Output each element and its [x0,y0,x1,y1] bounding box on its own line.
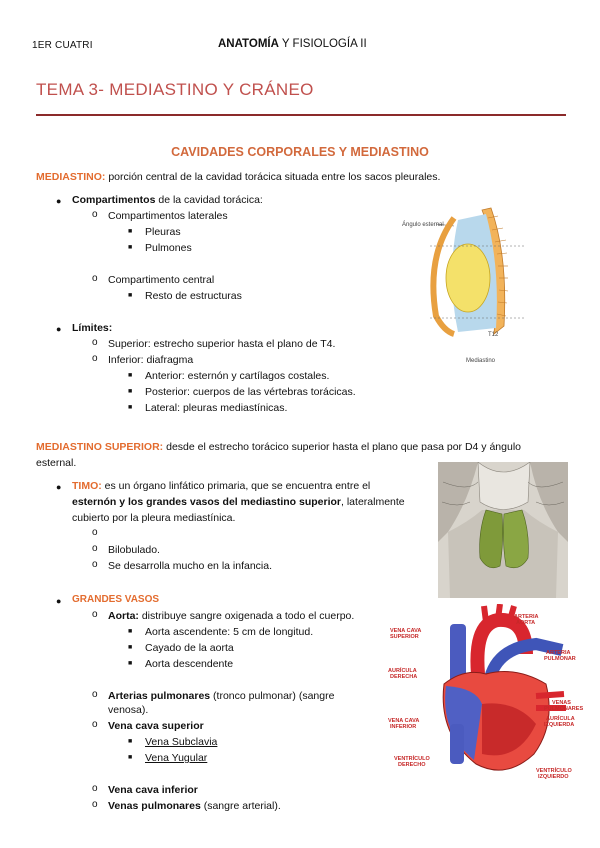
vcs-label-1: VENA CAVA [390,628,422,634]
pulmonar-label-2: PULMONAR [544,656,576,662]
timo-figure [438,462,568,598]
circle-bullet-icon: o [92,543,98,554]
square-bullet-icon: ■ [128,372,133,379]
ventriculo-der-label-2: DERECHO [398,762,426,768]
t12-label: T12 [488,332,499,338]
square-bullet-icon: ■ [128,388,133,395]
square-bullet-icon: ■ [128,738,133,745]
list-item: Posterior: cuerpos de las vértebras torácicas. [145,386,356,398]
list-item: Se desarrolla mucho en la infancia. [108,560,273,572]
venas-pulm-label-1: VENAS [552,700,571,706]
aorta-label-1: ARTERIA [514,614,539,620]
mediastino-figure [396,196,556,366]
list-item: Lateral: pleuras mediastínicas. [145,402,288,414]
venas-pulm-label-2: PULMONARES [544,706,584,712]
arterias-item-cont: venosa). [108,704,149,716]
bullet-icon: ● [56,482,62,492]
pulmonar-label-1: ARTERIA [546,650,571,656]
circle-bullet-icon: o [92,353,98,364]
tema-title: TEMA 3- MEDIASTINO Y CRÁNEO [36,80,314,99]
list-item: Vena Yugular [145,752,208,764]
inferior-limit: Inferior: diafragma [108,354,194,366]
square-bullet-icon: ■ [128,404,133,411]
vci-label-2: INFERIOR [390,724,417,730]
circle-bullet-icon: o [92,209,98,220]
circle-bullet-icon: o [92,559,98,570]
grandes-vasos-heading: GRANDES VASOS [72,594,160,605]
square-bullet-icon: ■ [128,754,133,761]
list-item: Vena Subclavia [145,736,218,748]
list-item: Aorta descendente [145,658,234,670]
timo-line-a: TIMO: es un órgano linfático primaria, que se encuentra entre el [72,480,371,492]
square-bullet-icon: ■ [128,628,133,635]
heart-figure [386,604,586,782]
timo-line-c: cubierto por la pleura mediastínica. [72,512,236,524]
central-item: Compartimento central [108,274,215,286]
mediastino-definition: MEDIASTINO: porción central de la cavidad torácica situada entre los sacos pleurales. [36,171,441,183]
list-item: Pulmones [145,242,192,254]
square-bullet-icon: ■ [128,660,133,667]
vena-cava-superior-item: Vena cava superior [108,720,204,732]
bullet-icon: ● [56,324,62,334]
ventriculo-izq-label-1: VENTRÍCULO [536,768,572,774]
ventriculo-der-label-1: VENTRÍCULO [394,756,430,762]
compartimentos-item: Compartimentos de la cavidad torácica: [72,194,263,206]
list-item: Aorta ascendente: 5 cm de longitud. [145,626,314,638]
title-divider [36,114,566,116]
vci-label-1: VENA CAVA [388,718,420,724]
circle-bullet-icon: o [92,527,98,538]
arterias-item: Arterias pulmonares (tronco pulmonar) (sangre [108,690,335,702]
bullet-icon: ● [56,596,62,606]
circle-bullet-icon: o [92,273,98,284]
section-title: CAVIDADES CORPORALES Y MEDIASTINO [171,145,429,159]
list-item: Cayado de la aorta [145,642,234,654]
square-bullet-icon: ■ [128,644,133,651]
auricula-izq-label-2: IZQUIERDA [544,722,575,728]
circle-bullet-icon: o [92,783,98,794]
superior-definition-a: MEDIASTINO SUPERIOR: desde el estrecho torácico superior hasta el plano que pasa por D4 y ángulo [36,441,521,453]
ventriculo-izq-label-2: IZQUIERDO [538,774,569,780]
circle-bullet-icon: o [92,719,98,730]
circle-bullet-icon: o [92,689,98,700]
circle-bullet-icon: o [92,799,98,810]
list-item: Pleuras [145,226,181,238]
square-bullet-icon: ■ [128,292,133,299]
vena-cava-inferior-item: Vena cava inferior [108,784,198,796]
superior-definition-b: esternal. [36,457,77,469]
laterales-item: Compartimentos laterales [108,210,228,222]
aorta-label-2: AORTA [516,620,536,626]
list-item: Bilobulado. [108,544,160,556]
circle-bullet-icon: o [92,609,98,620]
auricula-izq-label-1: AURÍCULA [546,716,575,722]
timo-line-b: esternón y los grandes vasos del mediastino superior, lateralmente [72,496,405,508]
list-item: Resto de estructuras [145,290,242,302]
course-label: 1ER CUATRI [32,40,93,51]
vcs-label-2: SUPERIOR [390,634,419,640]
figure-caption: Mediastino [466,358,496,364]
list-item: Anterior: esternón y cartílagos costales. [145,370,330,382]
aorta-item: Aorta: distribuye sangre oxigenada a todo el cuerpo. [108,610,355,622]
superior-limit: Superior: estrecho superior hasta el plano de T4. [108,338,336,350]
auricula-der-label-2: DERECHA [390,674,418,680]
angulo-esternal-label: Ángulo esternal [402,222,444,228]
circle-bullet-icon: o [92,337,98,348]
subject-title: ANATOMÍA Y FISIOLOGÍA II [218,38,367,50]
auricula-der-label-1: AURÍCULA [388,668,417,674]
venas-pulmonares-item: Venas pulmonares (sangre arterial). [108,800,281,812]
square-bullet-icon: ■ [128,244,133,251]
bullet-icon: ● [56,196,62,206]
square-bullet-icon: ■ [128,228,133,235]
limites-item: Límites: [72,322,113,334]
